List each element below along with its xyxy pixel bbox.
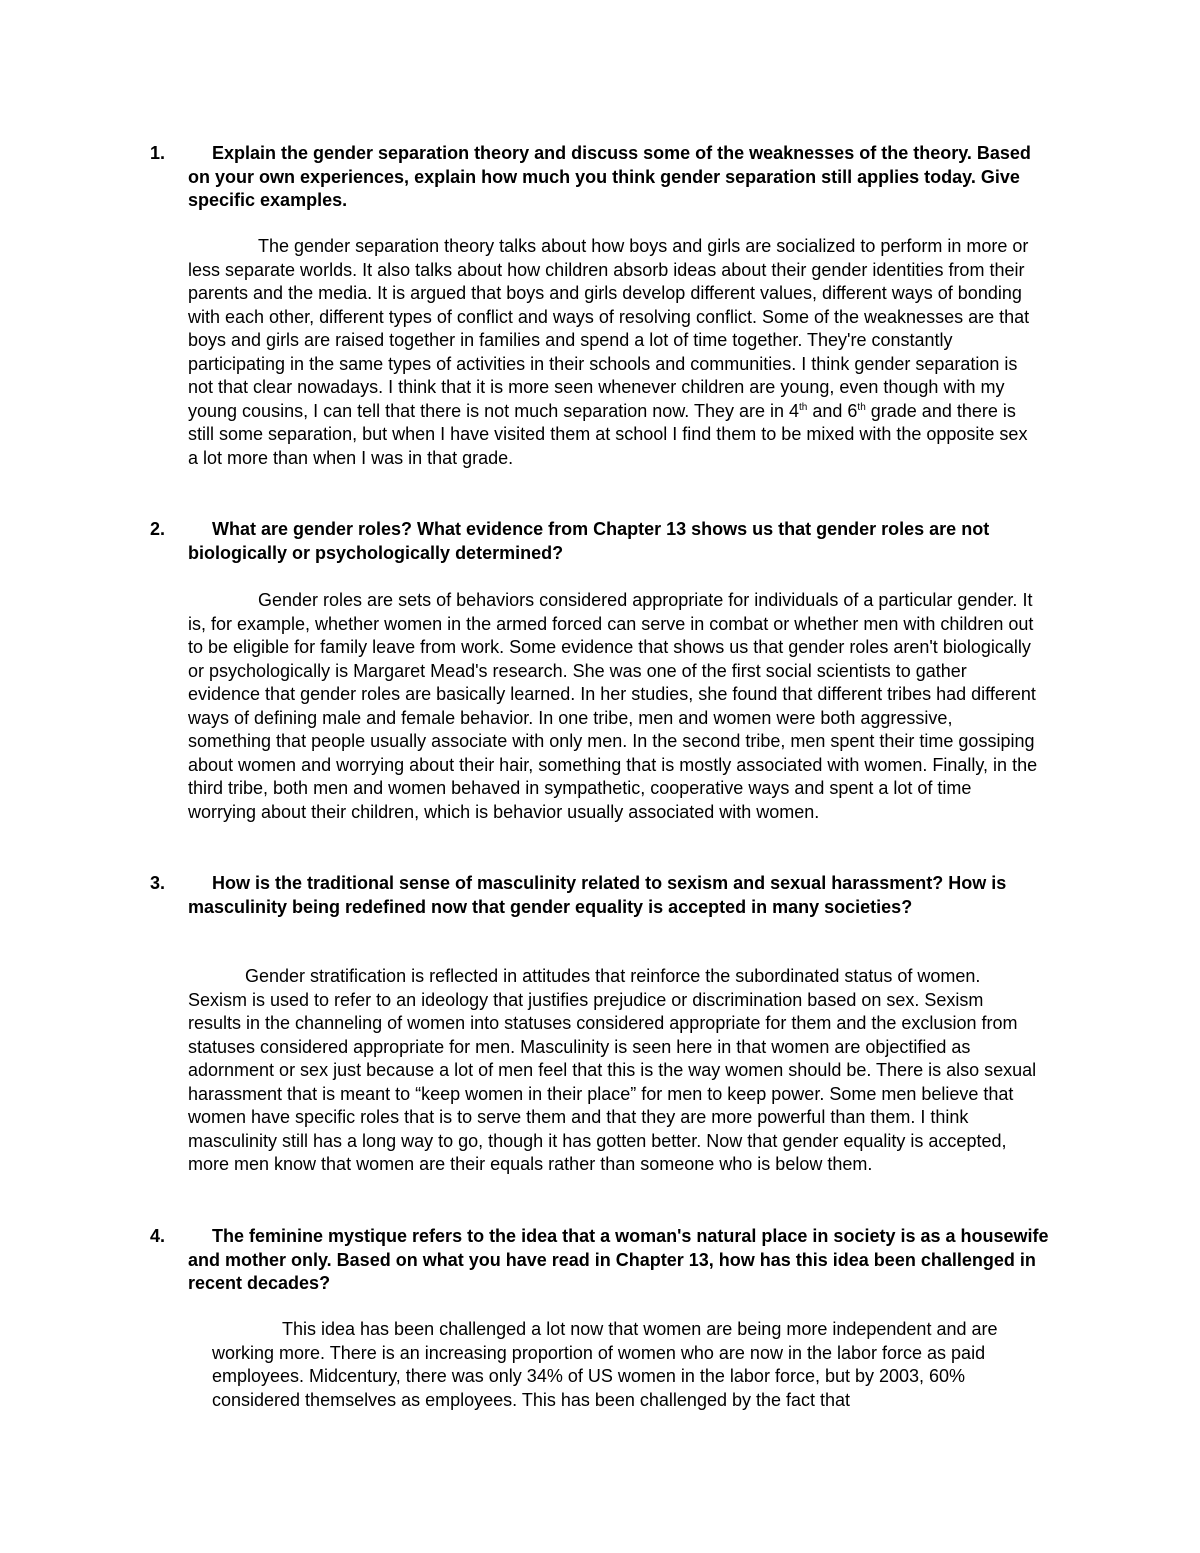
- question-1: [150, 142, 1050, 213]
- question-prompt: Explain the gender separation theory and discuss some of the weaknesses of the theory. Based on your own experiences, explain how much you think gender separation still applies today. Give specific examples.: [188, 143, 1031, 210]
- answer-text: grade and there is still some separation, but when I have visited them at school I find them to be mixed with the opposite sex a lot more than when I was in that grade.: [188, 400, 1028, 468]
- ordinal-suffix: th: [857, 401, 866, 413]
- question-2: [150, 518, 1050, 565]
- answer-text: This idea has been challenged a lot now that women are being more independent and are working more. There is an increasing proportion of women who are now in the labor force as paid employees. Midcentury, there was only 34% of US women in the labor force, but by 2003, 60% considered themselves as employees. This has been challenged by the fact that: [212, 1319, 998, 1410]
- ordinal-suffix: th: [799, 401, 808, 413]
- question-number: 2.: [150, 519, 166, 539]
- question-prompt: The feminine mystique refers to the idea that a woman's natural place in society is as a housewife and mother only. Based on what you have read in Chapter 13, how has this idea been challenged in recent decades?: [188, 1226, 1049, 1293]
- question-prompt: What are gender roles? What evidence from Chapter 13 shows us that gender roles are not biologically or psychologically determined?: [188, 519, 990, 563]
- answer-text: Gender roles are sets of behaviors considered appropriate for individuals of a particular gender. It is, for example, whether women in the armed forced can serve in combat or whether men with children out to be eligible for family leave from work. Some evidence that shows us that gender roles aren't biologically or psychologically is Margaret Mead's research. She was one of the first social scientists to gather evidence that gender roles are basically learned. In her studies, she found that different tribes had different ways of defining male and female behavior. In one tribe, men and women were both aggressive, something that people usually associate with only men. In the second tribe, men spent their time gossiping about women and worrying about their hair, something that is mostly associated with women. Finally, in the third tribe, both men and women behaved in sympathetic, cooperative ways and spent a lot of time worrying about their children, which is behavior usually associated with women.: [188, 590, 1038, 822]
- question-number: 1.: [150, 143, 166, 163]
- answer-text: The gender separation theory talks about how boys and girls are socialized to perform in more or less separate worlds. It also talks about how children absorb ideas about their gender identities from their parents and the media. It is argued that boys and girls develop different values, different ways of bonding with each other, different types of conflict and ways of resolving conflict. Some of the weaknesses are that boys and girls are raised together in families and spend a lot of time together. They're constantly participating in the same types of activities in their schools and communities. I think gender separation is not that clear nowadays. I think that it is more seen whenever children are young, even though with my young cousins, I can tell that there is not much separation now. They are in 4: [188, 236, 1030, 421]
- question-4: [150, 1225, 1050, 1296]
- answer-1: [188, 235, 1038, 470]
- question-prompt: How is the traditional sense of masculinity related to sexism and sexual harassment? How is masculinity being redefined now that gender equality is accepted in many societies?: [188, 873, 1007, 917]
- answer-text: and 6: [807, 400, 858, 421]
- question-number: 3.: [150, 873, 166, 893]
- answer-text: Gender stratification is reflected in attitudes that reinforce the subordinated status of women. Sexism is used to refer to an ideology that justifies prejudice or discrimination based on sex. Sexism results in the channeling of women into statuses considered appropriate for them and the exclusion from statuses considered appropriate for men. Masculinity is seen here in that women are objectified as adornment or sex just because a lot of men feel that this is the way women should be. There is also sexual harassment that is meant to “keep women in their place” for men to keep power. Some men believe that women have specific roles that is to serve them and that they are more powerful than them. I think masculinity still has a long way to go, though it has gotten better. Now that gender equality is accepted, more men know that women are their equals rather than someone who is below them.: [188, 966, 1037, 1174]
- answer-4: [212, 1318, 1042, 1412]
- question-number: 4.: [150, 1226, 166, 1246]
- question-3: [150, 872, 1050, 919]
- answer-2: [188, 589, 1038, 824]
- answer-3: [188, 965, 1038, 1177]
